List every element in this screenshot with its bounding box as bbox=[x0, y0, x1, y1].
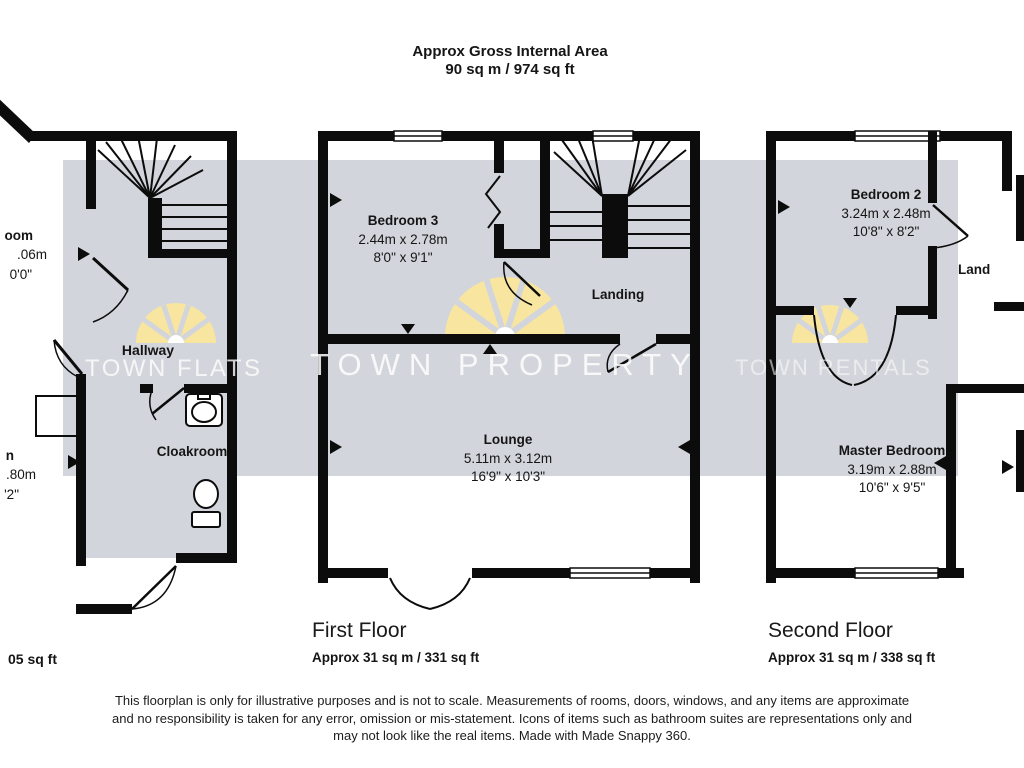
room-name: Master Bedroom bbox=[838, 443, 946, 458]
sunburst-fan-watermark-icon bbox=[136, 303, 216, 343]
measurement-arrow bbox=[778, 200, 790, 214]
measurement-arrow bbox=[401, 324, 415, 334]
double-door bbox=[388, 565, 472, 609]
room-dim-metric: 2.44m x 2.78m bbox=[358, 231, 448, 247]
room-dim-metric: 3.24m x 2.48m bbox=[841, 205, 931, 221]
room-name: Lounge bbox=[483, 432, 533, 447]
first-floor-area: Approx 31 sq m / 331 sq ft bbox=[312, 650, 480, 665]
cut-room-imperial-fragment: 0'0" bbox=[9, 267, 32, 282]
stairs-icon bbox=[98, 136, 227, 241]
room-dim-metric: 3.19m x 2.88m bbox=[847, 461, 937, 477]
room-dim-imperial: 8'0" x 9'1" bbox=[373, 250, 433, 265]
room-dim-metric: 5.11m x 3.12m bbox=[463, 450, 553, 466]
sink-icon bbox=[186, 394, 222, 426]
lounge-label bbox=[464, 431, 552, 487]
disclaimer-line1: This floorplan is only for illustrative purposes and is not to scale. Measurements of rooms, doors, windows, and any items are approximate bbox=[114, 693, 910, 708]
watermark-text-center: TOWN PROPERTY bbox=[310, 347, 700, 382]
measurement-arrow bbox=[678, 440, 690, 454]
second-floor-title: Second Floor bbox=[768, 619, 893, 642]
landing-label-cut: Land bbox=[958, 262, 991, 277]
measurement-arrow bbox=[843, 298, 857, 308]
room-dim-imperial: 10'6" x 9'5" bbox=[858, 480, 926, 495]
watermark-text-left: TOWN FLATS bbox=[85, 355, 263, 382]
disclaimer-line3: may not look like the real items. Made with Made Snappy 360. bbox=[333, 728, 691, 743]
title-line1: Approx Gross Internal Area bbox=[412, 43, 608, 60]
window bbox=[394, 129, 442, 143]
hallway-label: Hallway bbox=[121, 342, 175, 358]
cut-room-name-fragment: oom bbox=[4, 228, 33, 243]
sunburst-fan-watermark-icon bbox=[445, 277, 565, 337]
window bbox=[855, 129, 940, 143]
room-name: Bedroom 3 bbox=[367, 213, 439, 228]
measurement-arrow bbox=[330, 193, 342, 207]
cloakroom-label: Cloakroom bbox=[156, 444, 228, 459]
room-name: Bedroom 2 bbox=[850, 187, 922, 202]
measurement-arrow bbox=[330, 440, 342, 454]
title-line2: 90 sq m / 974 sq ft bbox=[445, 61, 575, 78]
cut-room-name-fragment: n bbox=[5, 448, 14, 463]
window bbox=[593, 129, 633, 143]
window bbox=[855, 566, 938, 580]
page-title bbox=[412, 43, 607, 79]
disclaimer bbox=[12, 692, 1012, 745]
room-dim-imperial: 10'8" x 8'2" bbox=[852, 224, 920, 239]
measurement-arrow bbox=[1002, 460, 1014, 474]
measurement-arrow bbox=[78, 247, 90, 261]
second-floor-area: Approx 31 sq m / 338 sq ft bbox=[768, 650, 936, 665]
watermark-text-right: TOWN RENTALS bbox=[735, 355, 932, 380]
master-bedroom-label bbox=[839, 442, 946, 498]
room-dim-imperial: 16'9" x 10'3" bbox=[470, 469, 546, 484]
cut-room-metric-fragment: .80m bbox=[5, 467, 36, 482]
cut-room-metric-fragment: .06m bbox=[16, 247, 47, 262]
toilet-icon bbox=[192, 480, 220, 527]
bedroom2-label bbox=[841, 186, 930, 242]
cut-room-imperial-fragment: '2" bbox=[4, 487, 19, 502]
bedroom3-label bbox=[358, 212, 447, 268]
landing-label: Landing bbox=[591, 287, 645, 302]
ground-floor-area-fragment: 05 sq ft bbox=[7, 651, 57, 667]
first-floor-title: First Floor bbox=[312, 619, 407, 642]
window bbox=[570, 566, 650, 580]
disclaimer-line2: and no responsibility is taken for any error, omission or mis-statement. Icons of items such as bathroom suites are representations only and bbox=[112, 710, 912, 726]
